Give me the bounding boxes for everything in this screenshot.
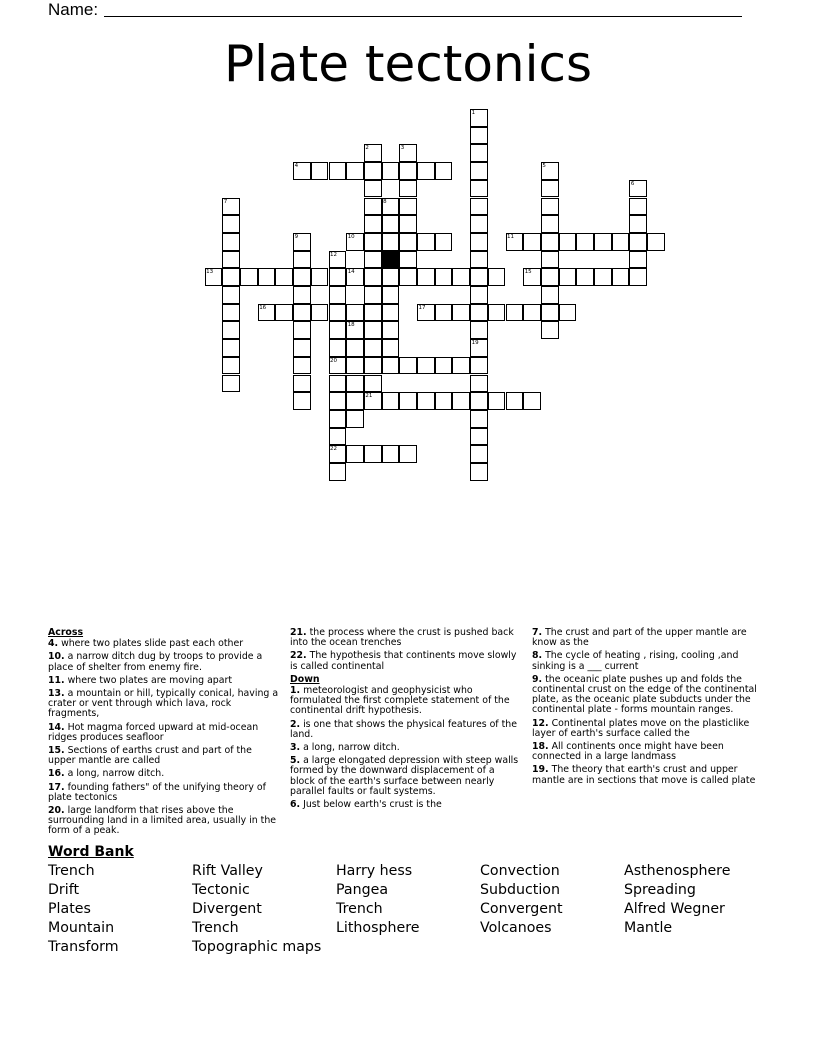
grid-cell[interactable] — [329, 162, 347, 180]
word-bank-item: Asthenosphere — [624, 863, 731, 879]
clue-num: 9. — [532, 673, 543, 685]
down-clue — [532, 742, 764, 762]
clue-number: 7 — [223, 198, 228, 205]
grid-cell[interactable] — [594, 233, 612, 251]
grid-cell[interactable] — [364, 198, 382, 216]
grid-cell[interactable] — [470, 375, 488, 393]
clue-num: 3. — [290, 742, 301, 754]
grid-cell[interactable] — [329, 428, 347, 446]
grid-cell[interactable] — [435, 304, 453, 322]
clue-text: founding fathers" of the unifying theory of plate tectonics — [48, 781, 266, 803]
down-clue — [532, 651, 764, 671]
word-bank-item: Convergent — [480, 901, 563, 917]
grid-cell[interactable] — [329, 321, 347, 339]
word-bank-item: Trench — [336, 901, 383, 917]
grid-cell[interactable] — [541, 321, 559, 339]
grid-cell[interactable] — [329, 392, 347, 410]
grid-cell[interactable] — [452, 268, 470, 286]
clue-num: 8. — [532, 650, 543, 662]
grid-cell[interactable] — [629, 251, 647, 269]
grid-cell[interactable] — [470, 162, 488, 180]
clue-text: a large elongated depression with steep walls formed by the downward displacement of a block of the earth's surface between nearly parallel faults or fault systems. — [290, 755, 519, 797]
grid-cell[interactable] — [382, 445, 400, 463]
clue-num: 20. — [48, 805, 65, 817]
clue-number: 18 — [347, 322, 355, 329]
grid-cell[interactable] — [293, 339, 311, 357]
across-clue — [48, 652, 280, 672]
grid-cell[interactable] — [346, 304, 364, 322]
grid-cell[interactable] — [382, 304, 400, 322]
word-bank-item: Trench — [48, 863, 95, 879]
word-bank-item: Rift Valley — [192, 863, 263, 879]
grid-cell[interactable] — [382, 339, 400, 357]
clue-num: 2. — [290, 718, 301, 730]
grid-cell[interactable] — [364, 268, 382, 286]
grid-cell[interactable] — [470, 392, 488, 410]
grid-cell[interactable] — [399, 392, 417, 410]
grid-cell[interactable] — [541, 251, 559, 269]
clue-number: 9 — [294, 233, 299, 240]
clue-text: All continents once might have been connected in a large landmass — [532, 741, 724, 763]
grid-cell[interactable] — [222, 286, 240, 304]
down-clue — [532, 765, 764, 785]
word-bank-item: Convection — [480, 863, 560, 879]
grid-cell[interactable] — [470, 463, 488, 481]
grid-cell[interactable] — [364, 375, 382, 393]
grid-cell[interactable] — [222, 375, 240, 393]
clue-number: 22 — [330, 446, 337, 453]
across-clue — [48, 723, 280, 743]
grid-cell[interactable] — [435, 233, 453, 251]
grid-cell[interactable] — [346, 445, 364, 463]
grid-cell[interactable] — [541, 198, 559, 216]
grid-cell[interactable] — [470, 304, 488, 322]
clue-number: 10 — [347, 233, 355, 240]
across-clue — [48, 676, 280, 686]
grid-cell[interactable] — [329, 339, 347, 357]
clue-num: 6. — [290, 799, 301, 811]
grid-cell[interactable] — [470, 127, 488, 145]
grid-cell[interactable] — [311, 162, 329, 180]
grid-cell[interactable] — [470, 233, 488, 251]
clue-number: 6 — [630, 180, 635, 187]
clue-text: The hypothesis that continents move slowly is called continental — [290, 650, 517, 672]
grid-cell[interactable] — [559, 268, 577, 286]
clue-text: a long, narrow ditch. — [64, 768, 165, 780]
grid-cell[interactable] — [346, 357, 364, 375]
across-clue — [48, 806, 280, 837]
grid-cell[interactable] — [594, 268, 612, 286]
grid-cell[interactable] — [470, 268, 488, 286]
clue-num: 14. — [48, 721, 65, 733]
clue-number: 16 — [259, 304, 267, 311]
clue-number: 15 — [524, 269, 532, 276]
clue-text: Hot magma forced upward at mid-ocean ridges produces seafloor — [48, 721, 259, 743]
grid-cell[interactable] — [417, 268, 435, 286]
grid-cell[interactable] — [399, 251, 417, 269]
grid-cell[interactable] — [364, 304, 382, 322]
clue-number: 12 — [330, 251, 337, 258]
clue-text: a mountain or hill, typically conical, having a crater or vent through which lava, rock fragments, — [48, 688, 279, 720]
grid-cell[interactable] — [311, 268, 329, 286]
clue-number: 21 — [365, 393, 373, 400]
grid-cell[interactable] — [329, 286, 347, 304]
grid-cell[interactable] — [470, 357, 488, 375]
grid-cell[interactable] — [629, 198, 647, 216]
clue-num: 21. — [290, 627, 307, 638]
grid-cell[interactable] — [612, 268, 630, 286]
grid-cell[interactable] — [329, 268, 347, 286]
grid-cell[interactable] — [382, 268, 400, 286]
grid-cell[interactable] — [541, 180, 559, 198]
grid-cell[interactable] — [488, 304, 506, 322]
grid-cell[interactable] — [382, 233, 400, 251]
grid-cell[interactable] — [523, 233, 541, 251]
grid-cell[interactable] — [364, 445, 382, 463]
grid-cell[interactable] — [329, 463, 347, 481]
grid-cell[interactable] — [311, 304, 329, 322]
clue-text: is one that shows the physical features of the land. — [290, 718, 517, 740]
clue-number: 20 — [330, 357, 337, 364]
grid-cell[interactable] — [470, 144, 488, 162]
word-bank-item: Lithosphere — [336, 920, 420, 936]
grid-cell[interactable] — [382, 215, 400, 233]
grid-cell[interactable] — [382, 357, 400, 375]
grid-cell[interactable] — [364, 339, 382, 357]
clue-text: Continental plates move on the plasticlike layer of earth's surface called the — [532, 717, 750, 739]
grid-cell[interactable] — [399, 233, 417, 251]
grid-cell[interactable] — [399, 268, 417, 286]
grid-cell[interactable] — [293, 251, 311, 269]
grid-cell[interactable] — [364, 215, 382, 233]
grid-cell[interactable] — [417, 357, 435, 375]
word-bank-item: Volcanoes — [480, 920, 552, 936]
clue-text: Just below earth's crust is the — [300, 799, 442, 811]
grid-cell[interactable] — [559, 304, 577, 322]
grid-cell[interactable] — [417, 233, 435, 251]
grid-cell[interactable] — [382, 321, 400, 339]
grid-cell[interactable] — [435, 357, 453, 375]
grid-cell[interactable] — [470, 428, 488, 446]
clue-text: a narrow ditch dug by troops to provide a place of shelter from enemy fire. — [48, 651, 263, 673]
grid-cell[interactable] — [629, 268, 647, 286]
grid-cell[interactable] — [293, 286, 311, 304]
clue-num: 5. — [290, 755, 301, 767]
clue-num: 12. — [532, 717, 549, 729]
grid-cell[interactable] — [629, 233, 647, 251]
grid-cell[interactable] — [506, 392, 524, 410]
grid-cell[interactable] — [382, 286, 400, 304]
grid-cell[interactable] — [346, 375, 364, 393]
clue-number: 11 — [507, 233, 514, 240]
grid-cell[interactable] — [293, 268, 311, 286]
word-bank-item: Pangea — [336, 882, 389, 898]
grid-cell[interactable] — [346, 162, 364, 180]
grid-cell[interactable] — [222, 251, 240, 269]
grid-cell[interactable] — [275, 304, 293, 322]
grid-cell[interactable] — [346, 392, 364, 410]
down-clue — [532, 628, 764, 648]
grid-cell[interactable] — [470, 215, 488, 233]
clue-text: Sections of earths crust and part of the upper mantle are called — [48, 745, 252, 767]
grid-cell[interactable] — [523, 304, 541, 322]
grid-cell[interactable] — [435, 392, 453, 410]
page-title: Plate tectonics — [223, 35, 593, 93]
grid-cell[interactable] — [293, 321, 311, 339]
grid-cell[interactable] — [222, 268, 240, 286]
grid-cell[interactable] — [470, 321, 488, 339]
down-heading: Down — [290, 673, 320, 685]
down-clue — [532, 675, 764, 716]
grid-cell[interactable] — [364, 180, 382, 198]
across-clue — [48, 746, 280, 766]
grid-cell[interactable] — [346, 410, 364, 428]
grid-cell[interactable] — [488, 392, 506, 410]
across-clue — [48, 689, 280, 720]
grid-cell[interactable] — [452, 357, 470, 375]
grid-cell[interactable] — [293, 392, 311, 410]
clue-num: 7. — [532, 627, 543, 638]
grid-cell[interactable] — [470, 180, 488, 198]
grid-cell[interactable] — [382, 392, 400, 410]
grid-cell[interactable] — [222, 304, 240, 322]
word-bank-item: Drift — [48, 882, 80, 898]
word-bank-item: Plates — [48, 901, 91, 917]
grid-cell[interactable] — [293, 375, 311, 393]
crossword-grid — [0, 0, 816, 500]
down-clue — [290, 756, 522, 797]
grid-cell[interactable] — [329, 304, 347, 322]
word-bank-item: Alfred Wegner — [624, 901, 725, 917]
word-bank-item: Trench — [192, 920, 239, 936]
clue-number: 3 — [400, 145, 405, 152]
grid-cell[interactable] — [417, 392, 435, 410]
grid-cell[interactable] — [222, 357, 240, 375]
clue-text: meteorologist and geophysicist who formulated the first complete statement of the continental drift hypothesis. — [290, 685, 510, 717]
grid-cell[interactable] — [399, 198, 417, 216]
across-clue — [290, 628, 522, 648]
grid-cell[interactable] — [452, 304, 470, 322]
grid-cell[interactable] — [399, 180, 417, 198]
grid-cell[interactable] — [222, 215, 240, 233]
down-clue — [290, 800, 522, 810]
clue-text: where two plates are moving apart — [64, 674, 233, 686]
clue-number: 17 — [418, 304, 426, 311]
word-bank-title: Word Bank — [48, 844, 134, 860]
grid-cell[interactable] — [470, 251, 488, 269]
grid-cell[interactable] — [293, 357, 311, 375]
clue-text: large landform that rises above the surrounding land in a limited area, usually in the form of a peak. — [48, 805, 277, 837]
grid-cell[interactable] — [222, 233, 240, 251]
clue-number: 19 — [471, 340, 479, 347]
grid-cell[interactable] — [647, 233, 665, 251]
grid-cell[interactable] — [399, 357, 417, 375]
clue-num: 19. — [532, 764, 549, 776]
grid-cell[interactable] — [382, 162, 400, 180]
clue-number: 2 — [365, 145, 369, 152]
clue-num: 15. — [48, 745, 65, 757]
clue-num: 4. — [48, 638, 59, 650]
grid-cell[interactable] — [399, 162, 417, 180]
grid-cell[interactable] — [364, 321, 382, 339]
grid-cell[interactable] — [222, 339, 240, 357]
clue-text: the process where the crust is pushed back into the ocean trenches — [290, 627, 514, 649]
word-bank-item: Transform — [48, 939, 119, 955]
grid-cell[interactable] — [541, 304, 559, 322]
grid-cell[interactable] — [541, 268, 559, 286]
grid-cell[interactable] — [559, 233, 577, 251]
grid-cell[interactable] — [576, 268, 594, 286]
clue-number: 14 — [347, 269, 355, 276]
clue-num: 17. — [48, 781, 65, 793]
grid-cell[interactable] — [258, 268, 276, 286]
clue-num: 10. — [48, 651, 65, 663]
grid-cell[interactable] — [293, 304, 311, 322]
grid-cell[interactable] — [541, 233, 559, 251]
grid-cell[interactable] — [576, 233, 594, 251]
name-label: Name: — [48, 0, 99, 19]
clue-number: 4 — [294, 163, 299, 170]
clue-text: The theory that earth's crust and upper mantle are in sections that move is called plate — [532, 764, 756, 786]
grid-cell[interactable] — [470, 286, 488, 304]
clue-text: a long, narrow ditch. — [300, 742, 400, 754]
grid-cell[interactable] — [435, 268, 453, 286]
grid-cell[interactable] — [275, 268, 293, 286]
grid-cell[interactable] — [364, 286, 382, 304]
clue-num: 1. — [290, 685, 301, 697]
clue-number: 1 — [471, 110, 476, 116]
grid-cell[interactable] — [329, 375, 347, 393]
grid-cell[interactable] — [417, 162, 435, 180]
grid-cell[interactable] — [470, 198, 488, 216]
word-bank-item: Divergent — [192, 901, 262, 917]
word-bank-item: Mantle — [624, 920, 673, 936]
down-clue — [532, 719, 764, 739]
clue-num: 22. — [290, 650, 307, 662]
grid-cell[interactable] — [346, 339, 364, 357]
across-clue — [48, 769, 280, 779]
grid-cell[interactable] — [364, 357, 382, 375]
grid-cell[interactable] — [452, 392, 470, 410]
word-bank-item: Spreading — [624, 882, 696, 898]
grid-cell[interactable] — [541, 286, 559, 304]
grid-cell[interactable] — [364, 233, 382, 251]
word-bank-item: Mountain — [48, 920, 115, 936]
word-bank-item: Subduction — [480, 882, 560, 898]
clue-num: 18. — [532, 741, 549, 753]
down-clue — [290, 720, 522, 740]
clue-num: 13. — [48, 688, 65, 700]
clue-text: The cycle of heating , rising, cooling ,and sinking is a ___ current — [532, 650, 739, 672]
grid-cell[interactable] — [488, 268, 506, 286]
clue-column-3 — [532, 628, 764, 789]
down-clue — [290, 686, 522, 717]
clue-num: 11. — [48, 674, 65, 686]
grid-cell[interactable] — [240, 268, 258, 286]
grid-cell[interactable] — [364, 251, 382, 269]
across-clue — [48, 783, 280, 803]
word-bank-item: Tectonic — [192, 882, 250, 898]
clue-text: where two plates slide past each other — [58, 638, 244, 650]
across-heading: Across — [48, 627, 84, 638]
grid-cell[interactable] — [364, 162, 382, 180]
down-clue — [290, 743, 522, 753]
clue-text: the oceanic plate pushes up and folds the continental crust on the edge of the continental plate, as the oceanic plate subducts under the continental plate - forms mountain ranges. — [532, 673, 757, 716]
grid-cell[interactable] — [523, 392, 541, 410]
clue-num: 16. — [48, 768, 65, 780]
grid-cell[interactable] — [399, 445, 417, 463]
grid-cell[interactable] — [470, 410, 488, 428]
clue-number: 13 — [206, 269, 214, 276]
clue-number: 8 — [383, 198, 387, 205]
grid-cell[interactable] — [399, 215, 417, 233]
word-bank-item: Topographic maps — [192, 939, 322, 955]
clue-text: The crust and part of the upper mantle are know as the — [532, 627, 747, 649]
grid-cell[interactable] — [222, 321, 240, 339]
shaded-cell — [381, 251, 399, 269]
grid-cell[interactable] — [470, 445, 488, 463]
clue-column-2 — [290, 628, 522, 813]
grid-cell[interactable] — [541, 215, 559, 233]
grid-cell[interactable] — [612, 233, 630, 251]
grid-cell[interactable] — [506, 304, 524, 322]
across-clue — [290, 651, 522, 671]
grid-cell[interactable] — [629, 215, 647, 233]
clue-number: 5 — [542, 163, 546, 170]
word-bank-item: Harry hess — [336, 863, 413, 879]
clue-column-1 — [48, 628, 280, 840]
across-clue — [48, 639, 280, 649]
grid-cell[interactable] — [435, 162, 453, 180]
grid-cell[interactable] — [329, 410, 347, 428]
